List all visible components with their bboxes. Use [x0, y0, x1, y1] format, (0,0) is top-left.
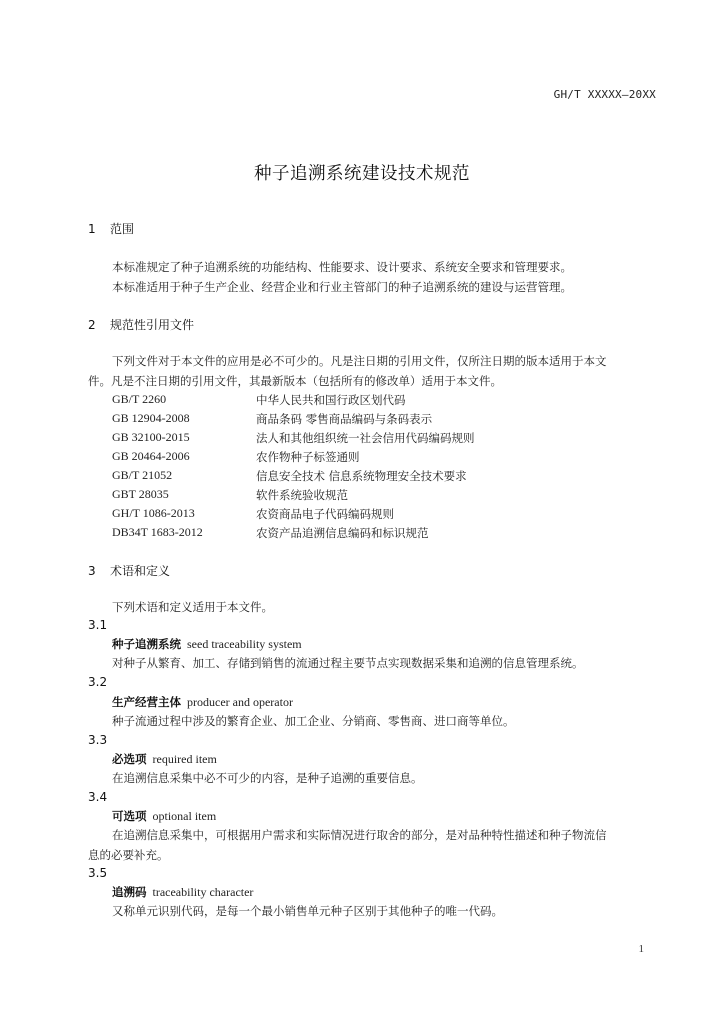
- term-heading: [112, 694, 293, 710]
- term-heading: [112, 884, 253, 900]
- section-heading-normative-refs: [88, 316, 194, 333]
- term-definition: 种子流通过程中涉及的繁育企业、加工企业、分销商、零售商、进口商等单位。: [112, 714, 515, 728]
- term-number: 3.1: [88, 618, 108, 632]
- term-number: 3.2: [88, 675, 108, 689]
- section-title: 范围: [110, 222, 135, 236]
- reference-code: DB34T 1683-2012: [112, 525, 203, 539]
- section-number: 3: [88, 564, 96, 578]
- section-number: 2: [88, 318, 96, 332]
- term-chinese: 种子追溯系统: [112, 637, 181, 651]
- reference-code: GH/T 1086-2013: [112, 506, 195, 520]
- reference-code: GB/T 2260: [112, 392, 167, 406]
- reference-code: GB 12904-2008: [112, 411, 190, 425]
- paragraph: 本标准规定了种子追溯系统的功能结构、性能要求、设计要求、系统安全要求和管理要求。: [112, 260, 572, 274]
- term-definition: 在追溯信息采集中，可根据用户需求和实际情况进行取舍的部分，是对品种特性描述和种子物流信: [112, 828, 607, 842]
- reference-code: GB/T 21052: [112, 468, 173, 482]
- document-code: GH/T XXXXX—20XX: [553, 88, 656, 101]
- reference-code: GBT 28035: [112, 487, 169, 501]
- term-english: optional item: [152, 809, 217, 823]
- term-chinese: 必选项: [112, 752, 147, 766]
- section-number: 1: [88, 222, 96, 236]
- term-heading: [112, 808, 216, 824]
- reference-code: GB 32100-2015: [112, 430, 190, 444]
- term-heading: [112, 751, 217, 767]
- term-english: traceability character: [152, 885, 254, 899]
- reference-name: 农作物种子标签通则: [256, 450, 360, 464]
- term-definition-continued: 息的必要补充。: [88, 848, 169, 862]
- term-english: required item: [152, 752, 217, 766]
- section-heading-terms: [88, 562, 170, 579]
- term-chinese: 生产经营主体: [112, 695, 181, 709]
- section-title: 规范性引用文件: [110, 318, 195, 332]
- term-english: producer and operator: [187, 695, 293, 709]
- reference-name: 商品条码 零售商品编码与条码表示: [256, 412, 433, 426]
- paragraph: 下列文件对于本文件的应用是必不可少的。凡是注日期的引用文件，仅所注日期的版本适用于本文: [112, 354, 607, 368]
- paragraph: 本标准适用于种子生产企业、经营企业和行业主管部门的种子追溯系统的建设与运营管理。: [112, 280, 572, 294]
- reference-code: GB 20464-2006: [112, 449, 190, 463]
- section-title: 术语和定义: [110, 564, 171, 578]
- term-number: 3.3: [88, 733, 108, 747]
- term-english: seed traceability system: [187, 637, 302, 651]
- section-heading-scope: [88, 220, 134, 237]
- term-number: 3.4: [88, 790, 108, 804]
- page-number: 1: [638, 943, 644, 955]
- term-number: 3.5: [88, 866, 108, 880]
- reference-name: 中华人民共和国行政区划代码: [256, 393, 406, 407]
- term-heading: [112, 636, 302, 652]
- term-chinese: 追溯码: [112, 885, 147, 899]
- reference-name: 信息安全技术 信息系统物理安全技术要求: [256, 469, 467, 483]
- term-definition: 在追溯信息采集中必不可少的内容，是种子追溯的重要信息。: [112, 771, 423, 785]
- paragraph: 下列术语和定义适用于本文件。: [112, 600, 273, 614]
- term-definition: 又称单元识别代码，是每一个最小销售单元种子区别于其他种子的唯一代码。: [112, 904, 503, 918]
- reference-name: 法人和其他组织统一社会信用代码编码规则: [256, 431, 475, 445]
- document-title: 种子追溯系统建设技术规范: [254, 164, 470, 184]
- paragraph: 件。凡是不注日期的引用文件，其最新版本（包括所有的修改单）适用于本文件。: [88, 374, 502, 388]
- reference-name: 农资商品电子代码编码规则: [256, 507, 394, 521]
- reference-name: 软件系统验收规范: [256, 488, 348, 502]
- term-chinese: 可选项: [112, 809, 147, 823]
- reference-name: 农资产品追溯信息编码和标识规范: [256, 526, 429, 540]
- term-definition: 对种子从繁育、加工、存储到销售的流通过程主要节点实现数据采集和追溯的信息管理系统。: [112, 656, 584, 670]
